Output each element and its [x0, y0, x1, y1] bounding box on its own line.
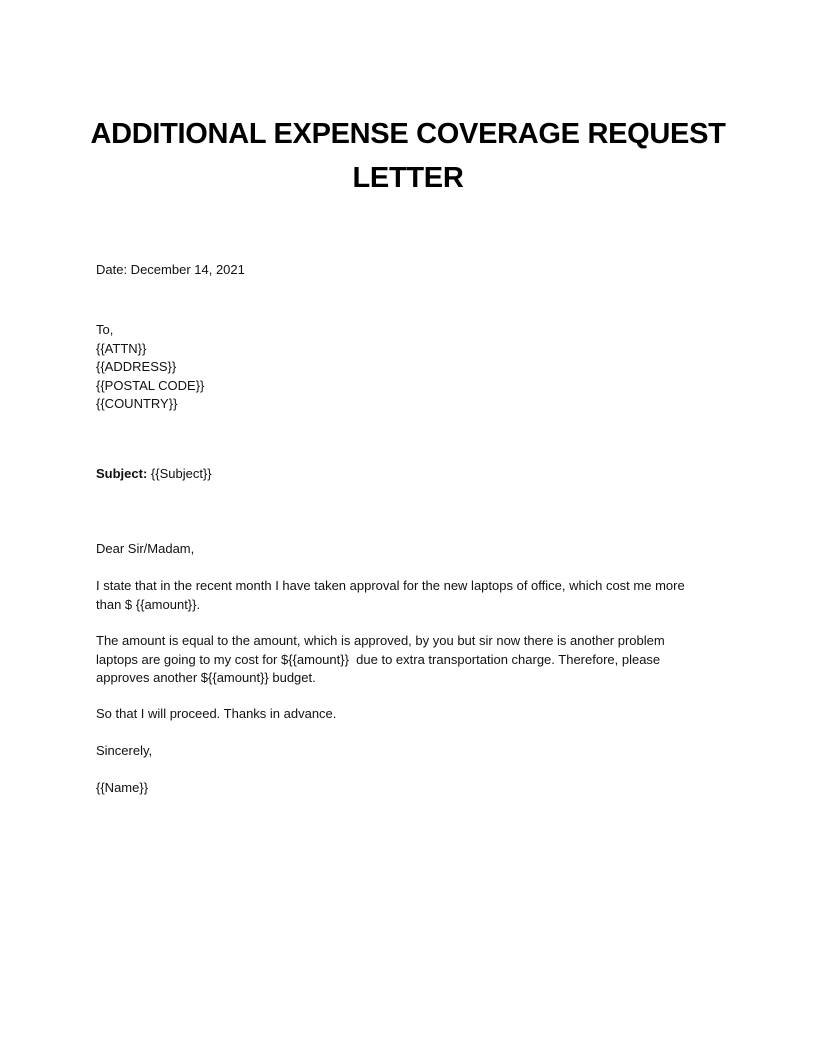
recipient-address: {{ADDRESS}} — [96, 359, 177, 374]
subject-label: Subject: — [96, 466, 148, 481]
paragraph-2-line-1: The amount is equal to the amount, which is approved, by you but sir now there is another problem — [96, 633, 665, 648]
paragraph-1-line-1: I state that in the recent month I have taken approval for the new laptops of office, which cost me more — [96, 578, 685, 593]
subject-line — [96, 465, 736, 484]
paragraph-2-line-2: laptops are going to my cost for ${{amount}} due to extra transportation charge. Therefore, please — [96, 651, 661, 667]
greeting-text: Dear Sir/Madam, — [96, 541, 195, 556]
letter-title — [60, 112, 756, 200]
paragraph-2-line-3: approves another ${{amount}} budget. — [96, 670, 316, 685]
closing — [96, 742, 736, 761]
title-line-1: ADDITIONAL EXPENSE COVERAGE REQUEST — [90, 118, 726, 150]
paragraph-1-line-2: than $ {{amount}}. — [96, 596, 201, 612]
paragraph-2 — [96, 632, 736, 688]
recipient-to: To, — [96, 322, 114, 337]
recipient-block — [96, 321, 736, 414]
signature — [96, 779, 736, 798]
date-line — [96, 261, 736, 280]
paragraph-1 — [96, 577, 736, 614]
signature-name: {{Name}} — [96, 780, 149, 795]
greeting — [96, 540, 736, 559]
recipient-postal-code: {{POSTAL CODE}} — [96, 377, 205, 393]
recipient-country: {{COUNTRY}} — [96, 396, 178, 411]
title-line-2: LETTER — [352, 162, 464, 194]
paragraph-3-text: So that I will proceed. Thanks in advance. — [96, 706, 337, 721]
subject-value: {{Subject}} — [147, 466, 212, 481]
date-text: Date: December 14, 2021 — [96, 262, 245, 277]
recipient-attn: {{ATTN}} — [96, 340, 147, 356]
closing-text: Sincerely, — [96, 743, 153, 758]
subject-paragraph — [96, 465, 736, 484]
paragraph-3 — [96, 705, 736, 724]
